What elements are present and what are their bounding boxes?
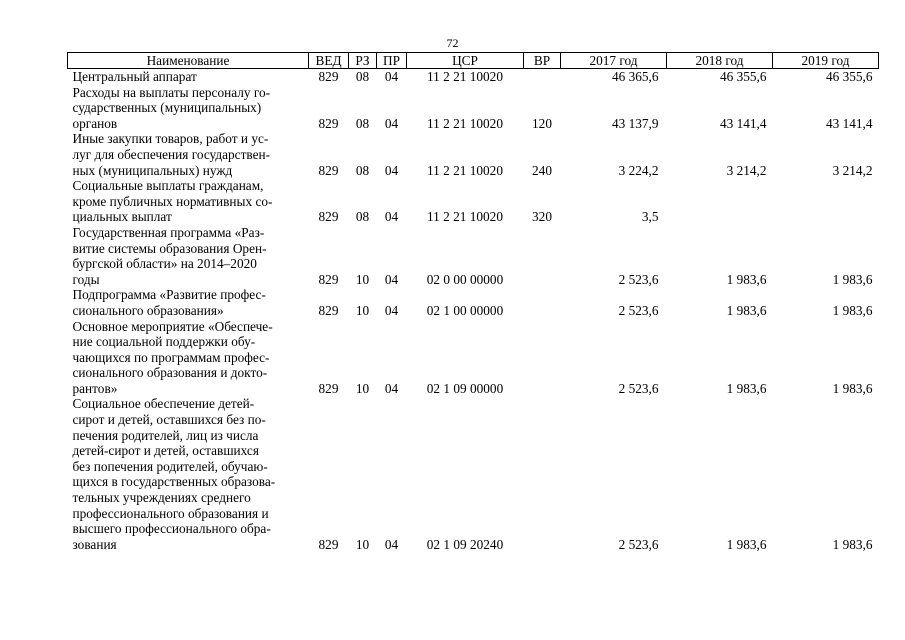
row-name-line: органов (72, 115, 118, 131)
row-name-line: ние социальной поддержки обу- (72, 334, 256, 350)
row-name-line: бургской области» на 2014–2020 (72, 256, 257, 272)
row-name-line: сионального образования» (72, 302, 224, 318)
value-2018-cell: 1 983,6 (726, 271, 767, 287)
row-name-line: Иные закупки товаров, работ и ус- (72, 131, 269, 147)
csr-cell: 11 2 21 10020 (427, 115, 503, 131)
table-row (68, 178, 879, 225)
vr-cell (524, 396, 561, 552)
row-name-line: без попечения родителей, обучаю- (72, 458, 268, 474)
rz-cell: 08 (355, 115, 370, 131)
row-name-line: луг для обеспечения государствен- (72, 146, 271, 162)
value-2019-cell: 1 983,6 (832, 536, 873, 552)
row-name-line: кроме публичных нормативных со- (72, 193, 273, 209)
value-2018-cell: 1 983,6 (726, 380, 767, 396)
value-2019-cell: 1 983,6 (832, 271, 873, 287)
row-name-line: рантов» (72, 380, 118, 396)
row-name-line: Расходы на выплаты персоналу го- (72, 84, 271, 100)
csr-cell: 11 2 21 10020 (427, 209, 503, 225)
pr-cell: 04 (384, 115, 399, 131)
table-row (68, 319, 879, 397)
pr-cell: 04 (384, 162, 399, 178)
value-2018-cell (667, 178, 773, 225)
csr-cell: 02 1 09 20240 (426, 536, 504, 552)
row-name-line: Социальные выплаты гражданам, (72, 178, 264, 194)
header-2018: 2018 год (667, 53, 773, 69)
value-2017-cell: 2 523,6 (618, 302, 659, 318)
pr-cell: 04 (384, 380, 399, 396)
value-2017-cell: 2 523,6 (618, 380, 659, 396)
ved-cell: 829 (318, 162, 339, 178)
value-2019-cell: 3 214,2 (832, 162, 873, 178)
header-ved: ВЕД (309, 53, 349, 69)
vr-cell (524, 225, 561, 287)
header-name: Наименование (68, 53, 309, 69)
vr-cell: 240 (532, 162, 552, 178)
row-name-cell (68, 69, 309, 85)
row-name-line: Основное мероприятие «Обеспече- (72, 318, 273, 334)
row-name-line: Подпрограмма «Развитие профес- (72, 287, 266, 303)
row-name-line: сирот и детей, оставшихся без по- (72, 412, 266, 428)
table-body (68, 69, 879, 553)
rz-cell: 08 (355, 69, 370, 84)
row-name-line: Государственная программа «Раз- (72, 224, 265, 240)
table-row (68, 69, 879, 85)
row-name-line: высшего профессионального обра- (72, 521, 271, 537)
pr-cell: 04 (384, 271, 399, 287)
ved-cell: 829 (318, 209, 339, 225)
ved-cell: 829 (318, 271, 339, 287)
table-row (68, 131, 879, 178)
value-2017-cell: 2 523,6 (618, 271, 659, 287)
header-csr: ЦСР (407, 53, 524, 69)
value-2019-cell: 1 983,6 (832, 302, 873, 318)
vr-cell (524, 69, 561, 85)
vr-cell (524, 319, 561, 397)
csr-cell: 02 1 00 00000 (426, 302, 504, 318)
rz-cell: 08 (355, 209, 370, 225)
header-vr: ВР (524, 53, 561, 69)
rz-cell: 10 (355, 271, 370, 287)
budget-table (67, 52, 879, 552)
value-2017-cell: 43 137,9 (611, 115, 659, 131)
row-name-line: ных (муниципальных) нужд (72, 162, 233, 178)
ved-cell: 829 (318, 302, 339, 318)
header-2019: 2019 год (773, 53, 879, 69)
pr-cell: 04 (384, 536, 399, 552)
row-name-line: Социальное обеспечение детей- (72, 396, 255, 412)
row-name-line: Центральный аппарат (72, 69, 197, 84)
ved-cell: 829 (318, 536, 339, 552)
row-name-line: витие системы образования Орен- (72, 240, 267, 256)
row-name-line: сионального образования и докто- (72, 365, 268, 381)
ved-cell: 829 (318, 115, 339, 131)
rz-cell: 10 (355, 380, 370, 396)
page-number: 72 (446, 36, 459, 50)
value-2018-cell: 3 214,2 (726, 162, 767, 178)
value-2017-cell: 46 365,6 (611, 69, 659, 84)
csr-cell: 02 1 09 00000 (426, 380, 504, 396)
row-name-cell (68, 85, 309, 132)
row-name-cell (68, 319, 309, 397)
row-name-cell (68, 225, 309, 287)
row-name-line: циальных выплат (72, 209, 172, 225)
value-2017-cell: 3 224,2 (618, 162, 659, 178)
ved-cell: 829 (318, 69, 339, 84)
row-name-cell (68, 396, 309, 552)
rz-cell: 08 (355, 162, 370, 178)
pr-cell: 04 (384, 69, 399, 84)
header-pr: ПР (377, 53, 407, 69)
pr-cell: 04 (384, 209, 399, 225)
value-2017-cell: 2 523,6 (618, 536, 659, 552)
table-row (68, 85, 879, 132)
header-rz: РЗ (349, 53, 377, 69)
value-2019-cell: 1 983,6 (832, 380, 873, 396)
value-2018-cell: 43 141,4 (719, 115, 767, 131)
value-2018-cell: 1 983,6 (726, 536, 767, 552)
value-2019-cell: 43 141,4 (825, 115, 873, 131)
rz-cell: 10 (355, 536, 370, 552)
row-name-cell (68, 131, 309, 178)
table-row (68, 225, 879, 287)
ved-cell: 829 (318, 380, 339, 396)
csr-cell: 11 2 21 10020 (427, 162, 503, 178)
row-name-line: годы (72, 271, 100, 287)
row-name-line: щихся в государственных образова- (72, 474, 276, 490)
row-name-line: детей-сирот и детей, оставшихся (72, 443, 259, 459)
row-name-cell (68, 287, 309, 318)
row-name-line: тельных учреждениях среднего (72, 490, 251, 506)
value-2019-cell: 46 355,6 (825, 69, 873, 84)
rz-cell: 10 (355, 302, 370, 318)
vr-cell: 120 (532, 115, 552, 131)
value-2018-cell: 1 983,6 (726, 302, 767, 318)
header-2017: 2017 год (561, 53, 667, 69)
value-2017-cell: 3,5 (641, 209, 659, 225)
csr-cell: 02 0 00 00000 (426, 271, 504, 287)
row-name-line: зования (72, 536, 117, 552)
value-2019-cell (773, 178, 879, 225)
pr-cell: 04 (384, 302, 399, 318)
vr-cell (524, 287, 561, 318)
csr-cell: 11 2 21 10020 (427, 69, 503, 84)
vr-cell: 320 (532, 209, 552, 225)
row-name-line: сударственных (муниципальных) (72, 100, 262, 116)
header-row (68, 53, 879, 69)
row-name-line: профессионального образования и (72, 505, 269, 521)
row-name-cell (68, 178, 309, 225)
table-row (68, 287, 879, 318)
value-2018-cell: 46 355,6 (719, 69, 767, 84)
row-name-line: печения родителей, лиц из числа (72, 427, 259, 443)
row-name-line: чающихся по программам профес- (72, 349, 270, 365)
table-row (68, 396, 879, 552)
